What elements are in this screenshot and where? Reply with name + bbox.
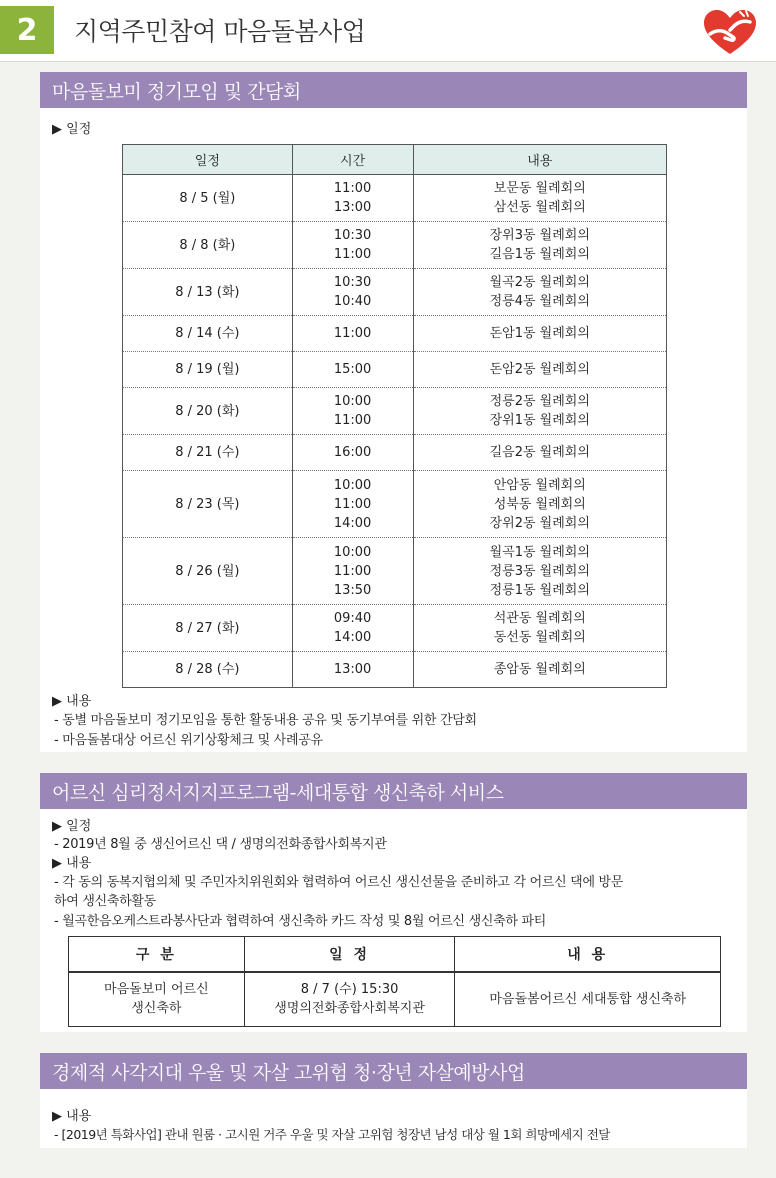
content-label: ▶ 내용 bbox=[52, 856, 92, 871]
time-line: 09:40 bbox=[333, 611, 372, 626]
content-line: - [2019년 특화사업] 관내 원룸 · 고시원 거주 우울 및 자살 고위험 청장년 남성 대상 월 1회 희망메세지 전달 bbox=[54, 1127, 610, 1142]
table-header-row bbox=[123, 145, 667, 175]
cell-date: 8 / 23 (목) bbox=[123, 471, 293, 538]
table-row bbox=[123, 435, 667, 471]
cell-content bbox=[413, 471, 667, 538]
time-line: 14:00 bbox=[333, 630, 372, 645]
cell-content bbox=[413, 538, 667, 605]
cell-time bbox=[292, 435, 413, 471]
content-line: 돈암2동 월례회의 bbox=[489, 362, 590, 377]
cell-content bbox=[413, 352, 667, 388]
content-line: 안암동 월례회의 bbox=[493, 477, 586, 493]
time-line: 14:00 bbox=[333, 515, 372, 531]
time-line: 10:30 bbox=[333, 228, 372, 243]
cell-time bbox=[292, 316, 413, 352]
cell-time bbox=[292, 175, 413, 222]
section-title-meeting: 마음돌보미 정기모임 및 간담회 bbox=[40, 72, 747, 108]
heart-hands-icon bbox=[700, 8, 760, 58]
column-header-content: 내용 bbox=[413, 145, 667, 175]
content-line: - 마음돌봄대상 어르신 위기상황체크 및 사례공유 bbox=[54, 733, 323, 748]
cell-line: 마음돌보미 어르신 bbox=[104, 982, 209, 998]
cell-content bbox=[413, 652, 667, 688]
cell-date: 8 / 27 (화) bbox=[123, 605, 293, 652]
time-line: 11:00 bbox=[333, 181, 372, 196]
content-line: 하여 생신축하활동 bbox=[54, 894, 156, 909]
cell-time bbox=[292, 538, 413, 605]
cell-date: 8 / 26 (월) bbox=[123, 538, 293, 605]
cell-time bbox=[292, 652, 413, 688]
cell-date: 8 / 28 (수) bbox=[123, 652, 293, 688]
column-header-category: 구 분 bbox=[69, 937, 245, 972]
table-row bbox=[123, 269, 667, 316]
content-line: 장위2동 월례회의 bbox=[489, 515, 590, 531]
cell-time bbox=[292, 605, 413, 652]
birthday-table bbox=[68, 936, 721, 1027]
time-line: 11:00 bbox=[333, 563, 372, 579]
table-row bbox=[123, 652, 667, 688]
section-card-birthday bbox=[40, 773, 747, 1032]
table-row bbox=[123, 538, 667, 605]
page-header bbox=[0, 0, 776, 62]
content-line: - 각 동의 동복지협의체 및 주민자치위원회와 협력하여 어르신 생신선물을 준비하고 각 어르신 댁에 방문 bbox=[54, 875, 624, 890]
content-line: 정릉2동 월례회의 bbox=[489, 394, 590, 409]
column-header-content: 내 용 bbox=[455, 937, 721, 972]
time-line: 15:00 bbox=[333, 362, 372, 377]
cell-date: 8 / 21 (수) bbox=[123, 435, 293, 471]
cell-content bbox=[413, 175, 667, 222]
schedule-label: ▶ 일정 bbox=[52, 819, 92, 834]
content-line: - 월곡한음오케스트라봉사단과 협력하여 생신축하 카드 작성 및 8월 어르신 생신축하 파티 bbox=[54, 914, 546, 929]
content-line: 종암동 월례회의 bbox=[493, 662, 586, 677]
content-line: 길음2동 월례회의 bbox=[489, 445, 590, 460]
table-row bbox=[69, 972, 721, 1027]
table-row bbox=[123, 222, 667, 269]
content-line: 동선동 월례회의 bbox=[493, 630, 586, 645]
cell-line: 생명의전화종합사회복지관 bbox=[274, 1001, 425, 1017]
section-title-birthday: 어르신 심리정서지지프로그램-세대통합 생신축하 서비스 bbox=[40, 773, 747, 809]
meeting-schedule-table bbox=[122, 144, 667, 688]
time-line: 16:00 bbox=[333, 445, 372, 460]
cell-time bbox=[292, 352, 413, 388]
content-label: ▶ 내용 bbox=[52, 694, 92, 709]
column-header-schedule: 일 정 bbox=[244, 937, 455, 972]
time-line: 11:00 bbox=[333, 326, 372, 341]
time-line: 10:30 bbox=[333, 275, 372, 290]
content-label: ▶ 내용 bbox=[52, 1109, 92, 1124]
table-row bbox=[123, 316, 667, 352]
time-line: 10:00 bbox=[333, 394, 372, 409]
schedule-line: - 2019년 8월 중 생신어르신 댁 / 생명의전화종합사회복지관 bbox=[54, 837, 387, 852]
content-line: 정릉1동 월례회의 bbox=[489, 582, 590, 598]
cell-content bbox=[413, 316, 667, 352]
cell-time bbox=[292, 471, 413, 538]
table-header-row bbox=[69, 937, 721, 972]
content-line: 보문동 월례회의 bbox=[493, 181, 586, 196]
cell-content: 마음돌봄어르신 세대통합 생신축하 bbox=[455, 972, 721, 1027]
content-line: 성북동 월례회의 bbox=[493, 496, 586, 512]
cell-content bbox=[413, 269, 667, 316]
time-line: 10:00 bbox=[333, 544, 372, 560]
schedule-label: ▶ 일정 bbox=[52, 122, 92, 137]
table-row bbox=[123, 352, 667, 388]
time-line: 10:40 bbox=[333, 294, 372, 309]
time-line: 10:00 bbox=[333, 477, 372, 493]
section-number-badge: 2 bbox=[0, 6, 54, 54]
table-row bbox=[123, 605, 667, 652]
cell-date: 8 / 5 (월) bbox=[123, 175, 293, 222]
cell-date: 8 / 13 (화) bbox=[123, 269, 293, 316]
cell-date: 8 / 14 (수) bbox=[123, 316, 293, 352]
cell-content bbox=[413, 222, 667, 269]
table-row bbox=[123, 388, 667, 435]
cell-line: 8 / 7 (수) 15:30 bbox=[300, 982, 399, 998]
cell-time bbox=[292, 222, 413, 269]
cell-line: 생신축하 bbox=[131, 1001, 182, 1017]
time-line: 11:00 bbox=[333, 247, 372, 262]
time-line: 13:00 bbox=[333, 200, 372, 215]
cell-content bbox=[413, 388, 667, 435]
table-row bbox=[123, 471, 667, 538]
content-line: 석관동 월례회의 bbox=[493, 611, 586, 626]
content-line: 월곡1동 월례회의 bbox=[489, 544, 590, 560]
content-line: 정릉4동 월례회의 bbox=[489, 294, 590, 309]
cell-time bbox=[292, 388, 413, 435]
cell-content bbox=[413, 605, 667, 652]
content-line: 삼선동 월례회의 bbox=[493, 200, 586, 215]
content-line: 장위1동 월례회의 bbox=[489, 413, 590, 428]
time-line: 13:00 bbox=[333, 662, 372, 677]
page-title: 지역주민참여 마음돌봄사업 bbox=[74, 17, 366, 46]
column-header-time: 시간 bbox=[292, 145, 413, 175]
content-line: 정릉3동 월례회의 bbox=[489, 563, 590, 579]
table-row bbox=[123, 175, 667, 222]
content-line: 길음1동 월례회의 bbox=[489, 247, 590, 262]
cell-date: 8 / 8 (화) bbox=[123, 222, 293, 269]
column-header-date: 일정 bbox=[123, 145, 293, 175]
cell-date: 8 / 19 (월) bbox=[123, 352, 293, 388]
content-line: 장위3동 월례회의 bbox=[489, 228, 590, 243]
section-title-suicide-prevention: 경제적 사각지대 우울 및 자살 고위험 청·장년 자살예방사업 bbox=[40, 1053, 747, 1089]
time-line: 11:00 bbox=[333, 413, 372, 428]
content-line: - 동별 마음돌보미 정기모임을 통한 활동내용 공유 및 동기부여를 위한 간담회 bbox=[54, 713, 477, 728]
section-card-suicide-prevention bbox=[40, 1053, 747, 1148]
cell-date: 8 / 20 (화) bbox=[123, 388, 293, 435]
cell-content bbox=[413, 435, 667, 471]
content-line: 월곡2동 월례회의 bbox=[489, 275, 590, 290]
time-line: 13:50 bbox=[333, 582, 372, 598]
cell-category bbox=[69, 972, 245, 1027]
cell-time bbox=[292, 269, 413, 316]
time-line: 11:00 bbox=[333, 496, 372, 512]
cell-schedule bbox=[244, 972, 455, 1027]
content-line: 돈암1동 월례회의 bbox=[489, 326, 590, 341]
section-card-meeting bbox=[40, 72, 747, 752]
